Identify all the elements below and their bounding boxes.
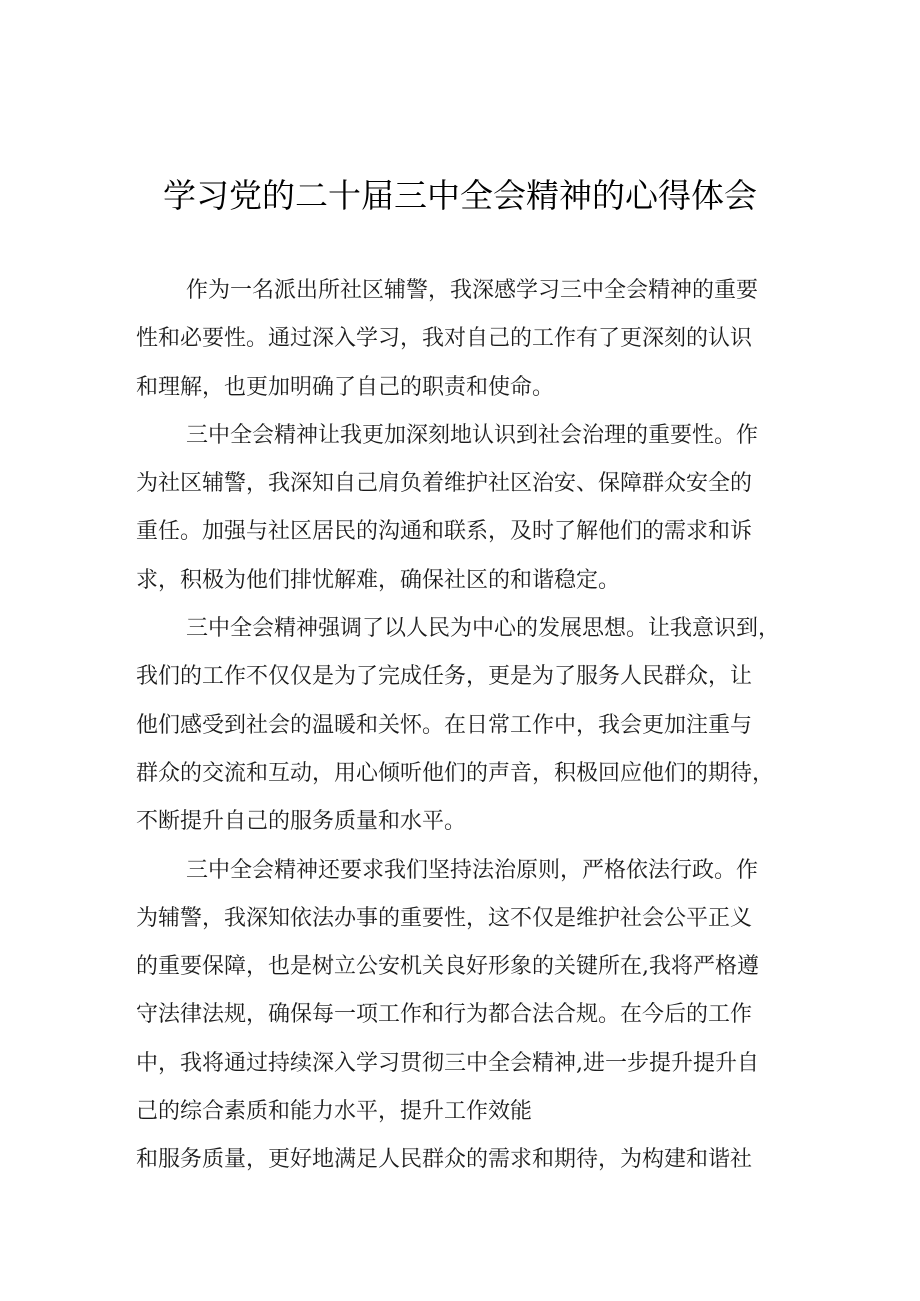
paragraph-4-line-2: 为辅警，我深知依法办事的重要性，这不仅是维护社会公平正义 <box>136 905 753 931</box>
document-body <box>136 267 796 1185</box>
paragraph-4-line-7: 和服务质量，更好地满足人民群众的需求和期待，为构建和谐社 <box>136 1147 753 1173</box>
paragraph-3-line-3: 他们感受到社会的温暖和关怀。在日常工作中，我会更加注重与 <box>136 712 753 738</box>
paragraph-1-line-3: 和理解，也更加明确了自己的职责和使命。 <box>136 374 555 400</box>
paragraph-3-line-4: 群众的交流和互动，用心倾听他们的声音，积极回应他们的期待， <box>136 760 775 786</box>
paragraph-4-line-1: 三中全会精神还要求我们坚持法治原则，严格依法行政。作 <box>186 857 759 883</box>
paragraph-4-line-4: 守法律法规，确保每一项工作和行为都合法合规。在今后的工作 <box>136 1002 753 1028</box>
paragraph-2-line-2: 为社区辅警，我深知自己肩负着维护社区治安、保障群众安全的 <box>136 471 753 497</box>
paragraph-2-line-3: 重任。加强与社区居民的沟通和联系，及时了解他们的需求和诉 <box>136 519 753 545</box>
paragraph-1-line-1: 作为一名派出所社区辅警，我深感学习三中全会精神的重要 <box>186 278 759 303</box>
paragraph-4-line-6: 己的综合素质和能力水平，提升工作效能 <box>136 1099 533 1125</box>
paragraph-2-line-1: 三中全会精神让我更加深刻地认识到社会治理的重要性。作 <box>186 422 759 448</box>
paragraph-1-line-2: 性和必要性。通过深入学习，我对自己的工作有了更深刻的认识 <box>136 326 753 352</box>
paragraph-3-line-1: 三中全会精神强调了以人民为中心的发展思想。让我意识到， <box>186 616 781 642</box>
paragraph-3-line-2: 我们的工作不仅仅是为了完成任务，更是为了服务人民群众，让 <box>136 664 753 690</box>
paragraph-4-line-3: 的重要保障，也是树立公安机关良好形象的关键所在,我将严格遵 <box>136 954 759 980</box>
paragraph-4-line-5: 中，我将通过持续深入学习贯彻三中全会精神,进一步提升提升自 <box>136 1050 759 1076</box>
paragraph-2-line-4: 求，积极为他们排忧解难，确保社区的和谐稳定。 <box>136 567 621 593</box>
document-title: 学习党的二十届三中全会精神的心得体会 <box>163 176 757 215</box>
paragraph-3-line-5: 不断提升自己的服务质量和水平。 <box>136 809 467 835</box>
